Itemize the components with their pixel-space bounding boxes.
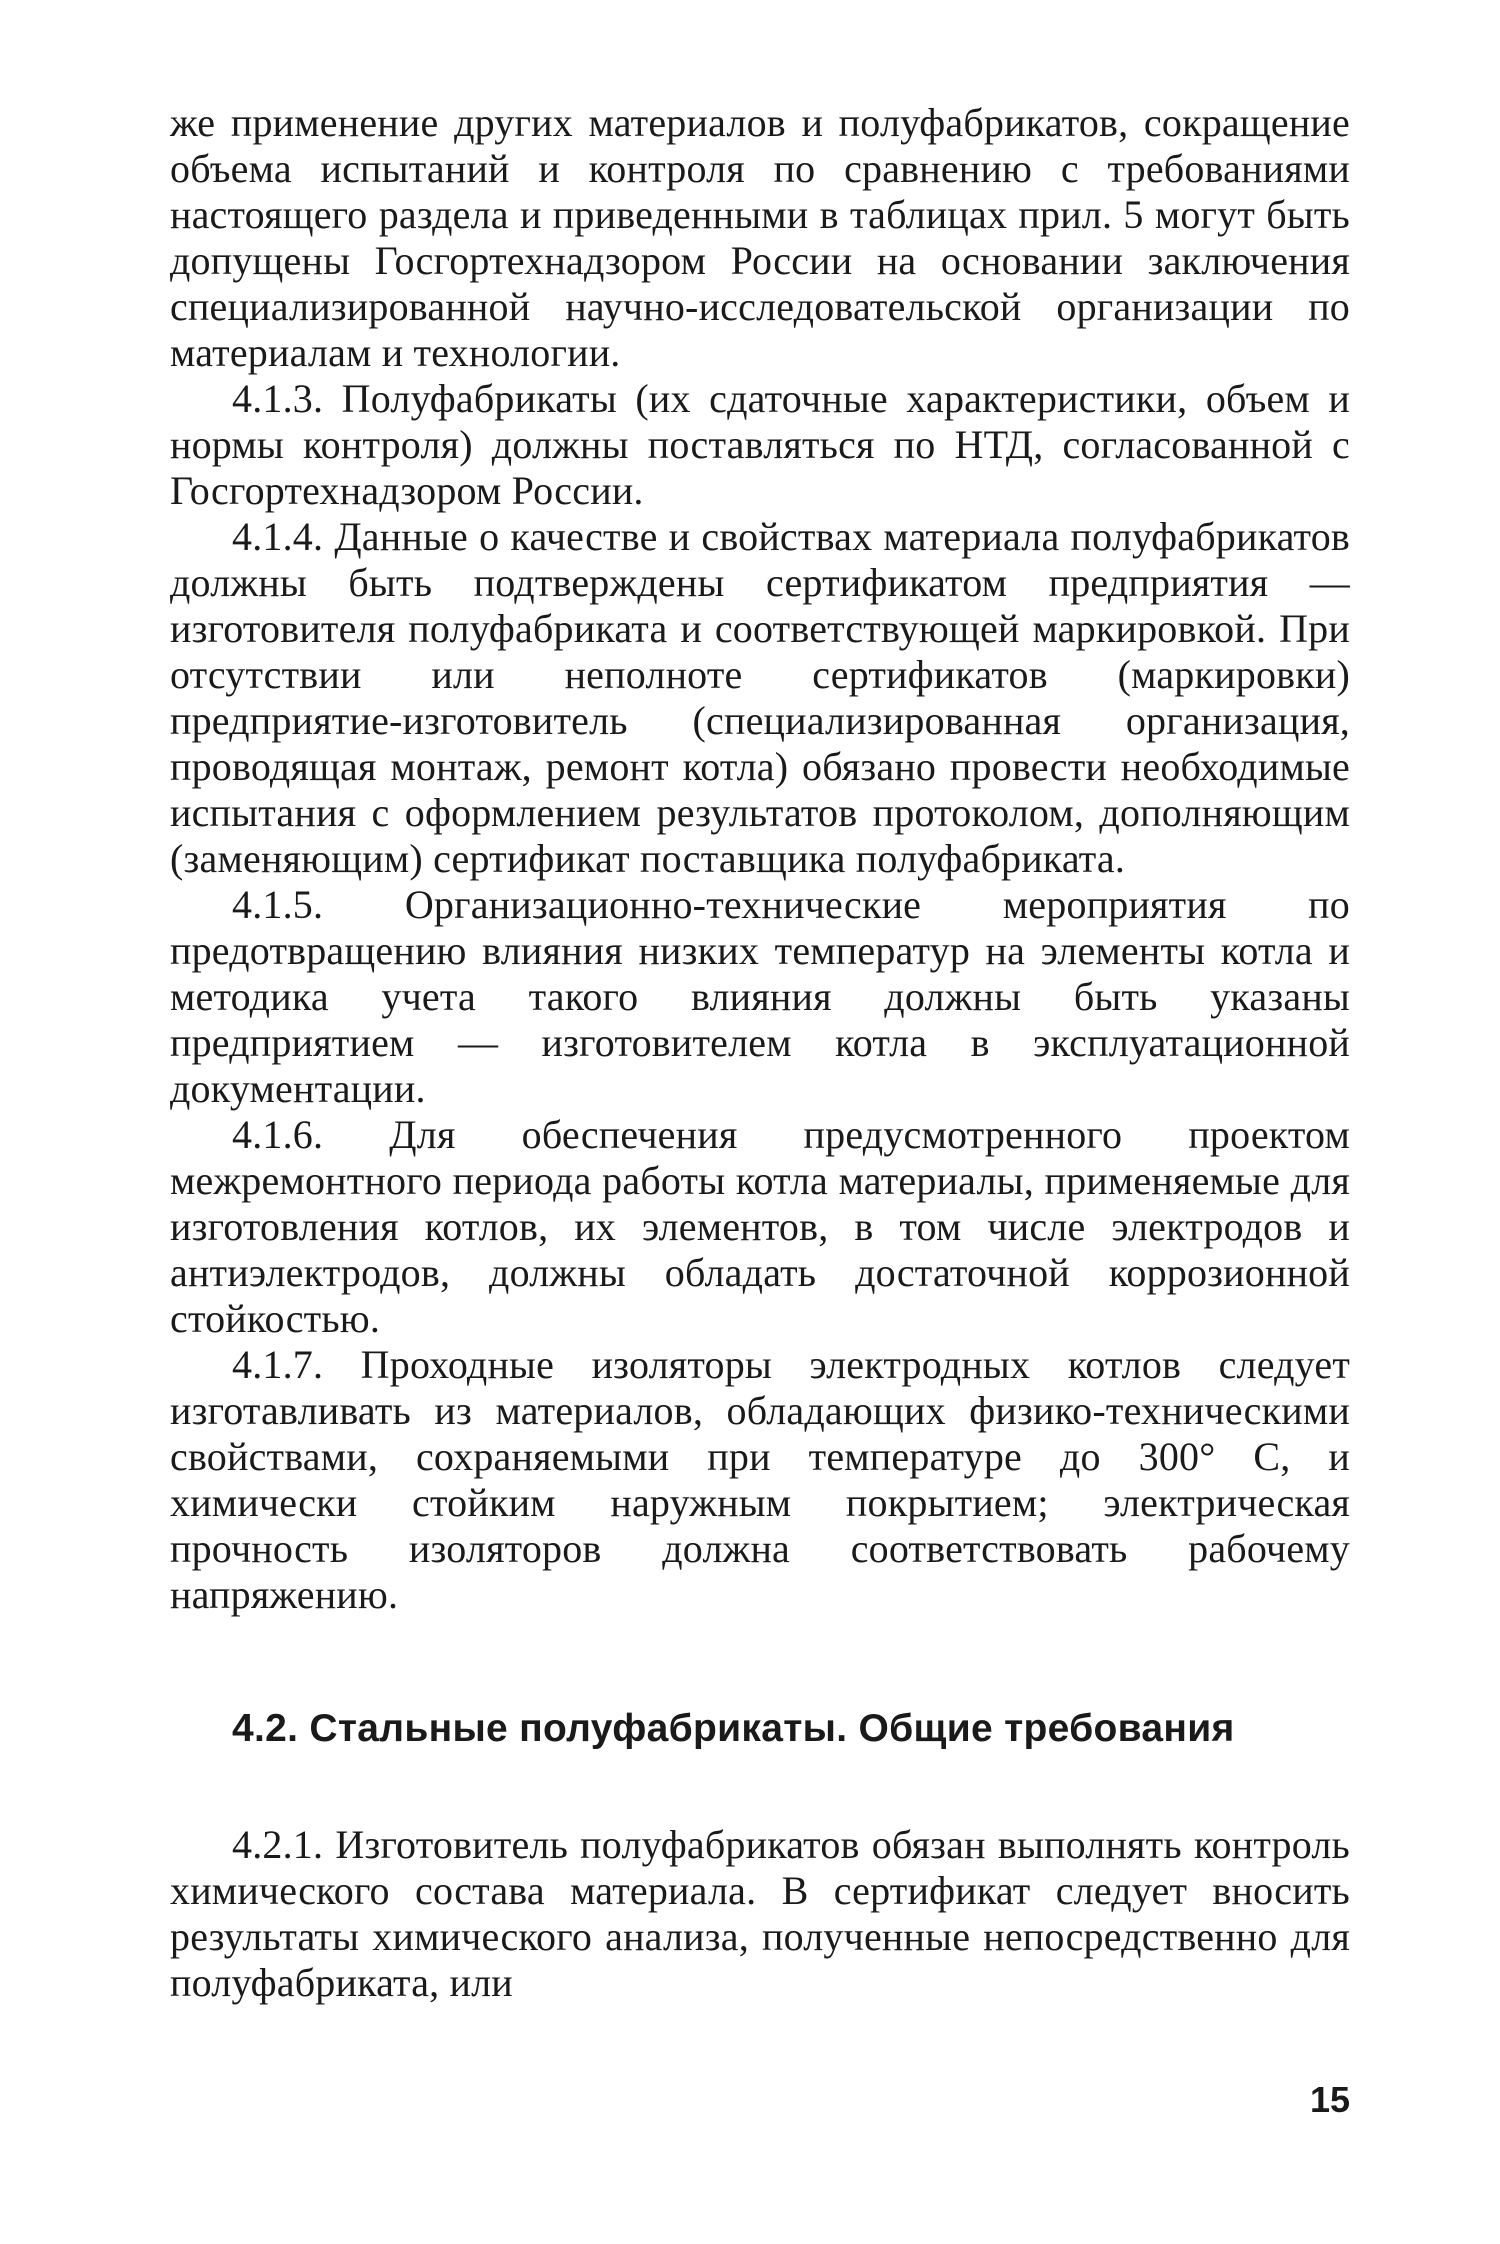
page-number: 15	[1309, 2079, 1350, 2120]
paragraph-4-2-1: 4.2.1. Изготовитель полуфабрикатов обязан выполнять контроль химического состава материала. В сертификат следует вносить результаты химического анализа, полученные непосредственно для полуфабриката, или	[170, 1822, 1350, 2005]
paragraph-continuation: же применение других материалов и полуфабрикатов, сокращение объема испытаний и контроля по сравнению с требованиями настоящего раздела и приведенными в таблицах прил. 5 могут быть допущены Госгортехнадзором России на основании заключения специализированной научно-исследовательской организации по материалам и технологии.	[170, 100, 1350, 375]
paragraph-4-1-3: 4.1.3. Полуфабрикаты (их сдаточные характеристики, объем и нормы контроля) должны поставляться по НТД, согласованной с Госгортехнадзором России.	[170, 376, 1350, 513]
paragraph-4-1-5: 4.1.5. Организационно-технические мероприятия по предотвращению влияния низких температур на элементы котла и методика учета такого влияния должны быть указаны предприятием — изготовителем котла в эксплуатационной документации.	[170, 882, 1350, 1111]
document-page	[170, 100, 1350, 2006]
paragraph-4-1-7: 4.1.7. Проходные изоляторы электродных котлов следует изготавливать из материалов, обладающих физико-техническими свойствами, сохраняемыми при температуре до 300° С, и химически стойким наружным покрытием; электрическая прочность изоляторов должна соответствовать рабочему напряжению.	[170, 1342, 1350, 1617]
paragraph-4-1-6: 4.1.6. Для обеспечения предусмотренного проектом межремонтного периода работы котла материалы, применяемые для изготовления котлов, их элементов, в том числе электродов и антиэлектродов, должны обладать достаточной коррозионной стойкостью.	[170, 1112, 1350, 1341]
paragraph-4-1-4: 4.1.4. Данные о качестве и свойствах материала полуфабрикатов должны быть подтверждены сертификатом предприятия — изготовителя полуфабриката и соответствующей маркировкой. При отсутствии или неполноте сертификатов (маркировки) предприятие-изготовитель (специализированная организация, проводящая монтаж, ремонт котла) обязано провести необходимые испытания с оформлением результатов протоколом, дополняющим (заменяющим) сертификат поставщика полуфабриката.	[170, 514, 1350, 881]
section-title: 4.2. Стальные полуфабрикаты. Общие требования	[232, 1707, 1235, 1750]
